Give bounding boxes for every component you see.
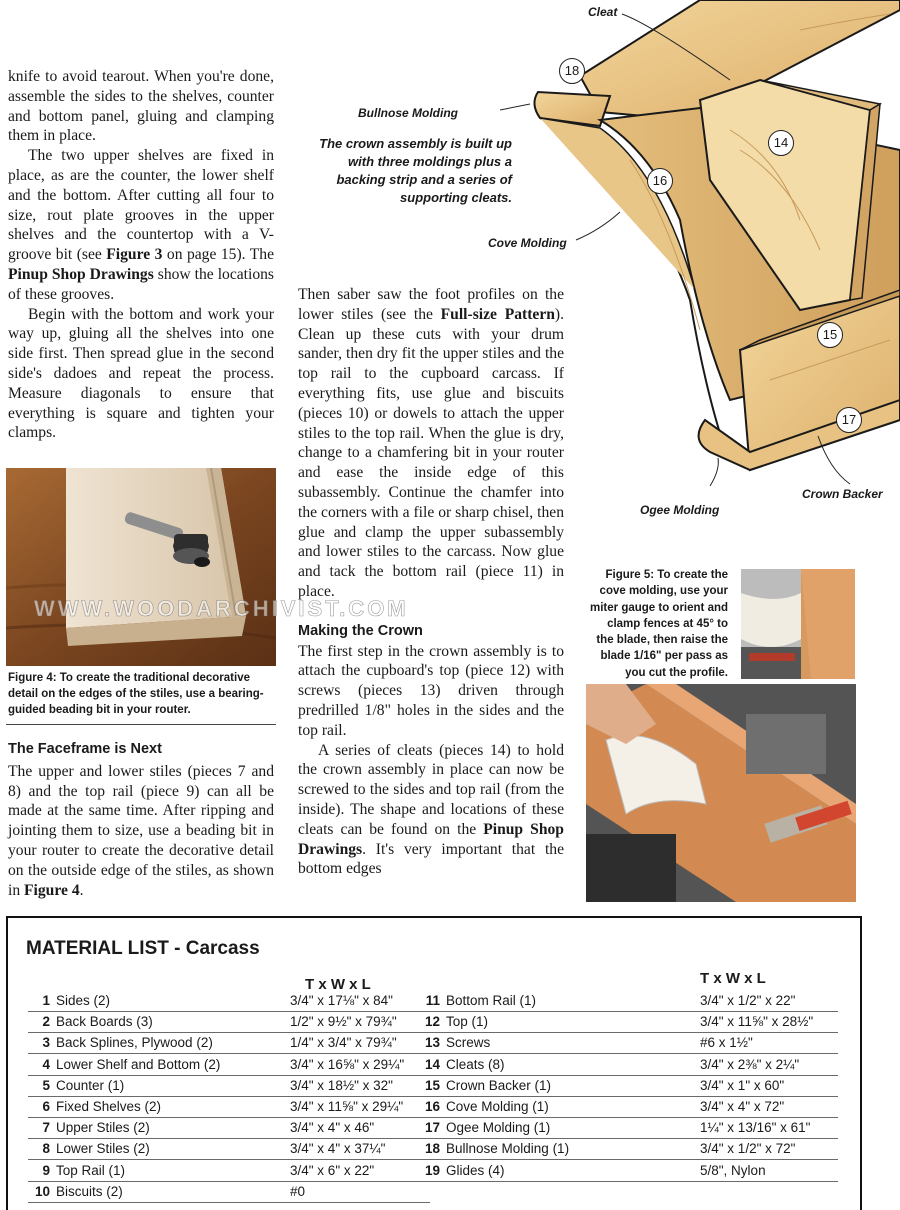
dims-header-left: T x W x L bbox=[305, 976, 371, 993]
paragraph: The first step in the crown assembly is to attach the cupboard's top (piece 12) with screws (pieces 13) driven through predrilled 1/8" holes in the sides and the top rail. bbox=[298, 642, 564, 739]
callout-18: 18 bbox=[559, 58, 585, 84]
figure-5-small-photo bbox=[741, 569, 855, 679]
material-row bbox=[418, 1075, 838, 1097]
piece-number: 16 bbox=[424, 1099, 440, 1114]
callout-17: 17 bbox=[836, 407, 862, 433]
callout-14: 14 bbox=[768, 130, 794, 156]
piece-number: 9 bbox=[42, 1162, 50, 1178]
figure-4-photo bbox=[6, 468, 276, 666]
material-list bbox=[6, 916, 862, 1210]
piece-dimensions: 3/4" x 11⅝" x 29¼" bbox=[290, 1099, 404, 1114]
piece-number: 14 bbox=[424, 1056, 440, 1072]
piece-number: 6 bbox=[42, 1099, 50, 1114]
label-cleat: Cleat bbox=[588, 5, 618, 19]
piece-name: Counter (1) bbox=[56, 1077, 125, 1093]
piece-name: Cove Molding (1) bbox=[446, 1099, 549, 1114]
piece-dimensions: 1¼" x 13/16" x 61" bbox=[700, 1120, 811, 1136]
piece-dimensions: 3/4" x 2⅜" x 2¼" bbox=[700, 1056, 800, 1072]
piece-name: Back Boards (3) bbox=[56, 1014, 153, 1030]
material-row bbox=[418, 1160, 838, 1182]
piece-number: 12 bbox=[424, 1014, 440, 1030]
piece-dimensions: #6 x 1½" bbox=[700, 1035, 753, 1051]
piece-name: Ogee Molding (1) bbox=[446, 1120, 551, 1136]
piece-dimensions: 3/4" x 11⅝" x 28½" bbox=[700, 1014, 814, 1030]
piece-dimensions: 3/4" x 6" x 22" bbox=[290, 1162, 375, 1178]
piece-name: Upper Stiles (2) bbox=[56, 1120, 150, 1136]
piece-name: Crown Backer (1) bbox=[446, 1077, 552, 1093]
paragraph: A series of cleats (pieces 14) to hold the crown assembly in place can now be screwed to the sides and top rail (from the inside). The shape and locations of these cleats can be found on the Pinup Shop Drawings. It's very important that the bottom edges bbox=[298, 741, 564, 878]
piece-dimensions: #0 bbox=[290, 1183, 306, 1199]
piece-dimensions: 3/4" x 16⅝" x 29¼" bbox=[290, 1056, 405, 1072]
paragraph: The upper and lower stiles (pieces 7 and 8) and the top rail (piece 9) can all be made at the same time. After ripping and jointing them to size, use a beading bit in your router to create the decorative detail on the outside edge of the stiles, as shown in Figure 4. bbox=[8, 762, 274, 899]
table-saw-photo bbox=[586, 684, 856, 902]
material-row bbox=[418, 1054, 838, 1076]
piece-number: 19 bbox=[424, 1162, 440, 1178]
piece-dimensions: 3/4" x 18½" x 32" bbox=[290, 1077, 393, 1093]
piece-dimensions: 3/4" x 4" x 37¼" bbox=[290, 1141, 386, 1157]
piece-name: Back Splines, Plywood (2) bbox=[56, 1035, 213, 1051]
material-row bbox=[418, 1032, 838, 1054]
figure-4-caption: Figure 4: To create the traditional decorative detail on the edges of the stiles, use a bearing-guided beading bit in your router. bbox=[8, 672, 264, 716]
material-row bbox=[28, 1096, 430, 1118]
paragraph: The two upper shelves are fixed in place, as are the counter, the lower shelf and the bottom. After cutting all four to size, rout plate grooves in the upper shelves and the countertop with a V-groove bit (see Figure 3 on page 15). The Pinup Shop Drawings show the locations of these grooves. bbox=[8, 147, 275, 303]
piece-name: Glides (4) bbox=[446, 1162, 505, 1178]
piece-dimensions: 3/4" x 4" x 46" bbox=[290, 1120, 375, 1136]
cove-molding-photo bbox=[741, 569, 855, 679]
piece-number: 13 bbox=[424, 1035, 440, 1051]
piece-number: 1 bbox=[42, 993, 50, 1008]
router-bit-photo bbox=[6, 468, 276, 666]
material-row bbox=[28, 1032, 430, 1054]
piece-name: Cleats (8) bbox=[446, 1056, 505, 1072]
label-cove-molding: Cove Molding bbox=[488, 236, 567, 250]
piece-number: 15 bbox=[424, 1077, 440, 1093]
piece-dimensions: 5/8", Nylon bbox=[700, 1162, 766, 1178]
piece-number: 7 bbox=[42, 1120, 50, 1136]
piece-dimensions: 1/2" x 9½" x 79¾" bbox=[290, 1014, 397, 1030]
caption-divider bbox=[6, 724, 276, 725]
piece-dimensions: 3/4" x 4" x 72" bbox=[700, 1099, 785, 1114]
material-row bbox=[418, 1011, 838, 1033]
piece-name: Lower Shelf and Bottom (2) bbox=[56, 1056, 221, 1072]
material-row bbox=[28, 1160, 430, 1182]
piece-name: Bottom Rail (1) bbox=[446, 993, 537, 1008]
paragraph: Begin with the bottom and work your way up, gluing all the shelves into one side first. Then spread glue in the second side's dadoes and repeat the process. Measure diagonals to ensure that everything is square and tighten your clamps. bbox=[8, 305, 274, 442]
illustration-caption: The crown assembly is built up with three moldings plus a backing strip and a series of supporting cleats. bbox=[319, 136, 512, 205]
label-crown-backer: Crown Backer bbox=[802, 487, 883, 501]
material-row bbox=[28, 990, 430, 1012]
material-row bbox=[28, 1011, 430, 1033]
faceframe-section bbox=[8, 740, 274, 900]
material-row bbox=[28, 1075, 430, 1097]
paragraph: knife to avoid tearout. When you're done, assemble the sides to the shelves, counter and bottom panel, gluing and clamping them in place. bbox=[8, 68, 274, 145]
material-row bbox=[28, 1117, 430, 1139]
label-bullnose-molding: Bullnose Molding bbox=[358, 106, 458, 120]
figure-5-caption: Figure 5: To create the cove molding, use your miter gauge to orient and clamp fences at 45° to the blade, then raise the blade 1/16" per pass as you cut the profile. bbox=[590, 569, 729, 679]
piece-name: Sides (2) bbox=[56, 993, 111, 1008]
paragraph: Then saber saw the foot profiles on the lower stiles (see the Full-size Pattern). Clean up these cuts with your drum sander, then dry fit the upper stiles and the top rail to the cupboard carcass. If everything fits, use glue and biscuits (pieces 10) or dowels to attach the upper stiles to the top rail. When the glue is dry, change to a chamfering bit in your router and ease the inside edge of this subassembly. Continue the chamfer into the corners with a file or sharp chisel, then glue and clamp the upper subassembly and lower stiles to the carcass. Now glue and tack the bottom rail (piece 11) in place. bbox=[298, 286, 565, 600]
piece-name: Fixed Shelves (2) bbox=[56, 1099, 162, 1114]
piece-name: Top Rail (1) bbox=[56, 1162, 126, 1178]
material-list-title: MATERIAL LIST - Carcass bbox=[26, 938, 260, 959]
dims-header-right: T x W x L bbox=[700, 970, 766, 987]
label-ogee-molding: Ogee Molding bbox=[640, 503, 720, 517]
figure-5-main-photo bbox=[586, 684, 856, 902]
section-heading: The Faceframe is Next bbox=[8, 741, 162, 757]
piece-name: Biscuits (2) bbox=[56, 1183, 123, 1199]
callout-16: 16 bbox=[647, 168, 673, 194]
piece-name: Bullnose Molding (1) bbox=[446, 1141, 570, 1157]
piece-name: Screws bbox=[446, 1035, 491, 1051]
crown-assembly-illustration bbox=[500, 0, 900, 520]
callout-15: 15 bbox=[817, 322, 843, 348]
material-row bbox=[28, 1138, 430, 1160]
column-1-text bbox=[8, 67, 274, 443]
piece-name: Top (1) bbox=[446, 1014, 489, 1030]
piece-number: 4 bbox=[42, 1056, 50, 1072]
crown-assembly-drawing bbox=[500, 0, 900, 520]
material-row bbox=[28, 1181, 430, 1203]
piece-dimensions: 3/4" x 17⅛" x 84" bbox=[290, 993, 393, 1008]
piece-number: 18 bbox=[424, 1141, 440, 1157]
material-row bbox=[418, 990, 838, 1012]
watermark: WWW.WOODARCHIVIST.COM bbox=[34, 596, 409, 621]
piece-number: 5 bbox=[42, 1077, 50, 1093]
material-row bbox=[418, 1096, 838, 1118]
material-row bbox=[28, 1054, 430, 1076]
material-row bbox=[418, 1138, 838, 1160]
piece-dimensions: 3/4" x 1" x 60" bbox=[700, 1077, 785, 1093]
piece-number: 2 bbox=[42, 1014, 50, 1030]
piece-dimensions: 3/4" x 1/2" x 72" bbox=[700, 1141, 796, 1157]
piece-number: 10 bbox=[34, 1183, 50, 1199]
piece-number: 17 bbox=[424, 1120, 440, 1136]
piece-number: 11 bbox=[425, 993, 440, 1008]
piece-dimensions: 1/4" x 3/4" x 79¾" bbox=[290, 1035, 397, 1051]
material-row bbox=[418, 1117, 838, 1139]
piece-name: Lower Stiles (2) bbox=[56, 1141, 150, 1157]
section-heading: Making the Crown bbox=[298, 622, 423, 639]
piece-dimensions: 3/4" x 1/2" x 22" bbox=[700, 993, 796, 1008]
piece-number: 8 bbox=[42, 1141, 50, 1157]
piece-number: 3 bbox=[42, 1035, 50, 1051]
